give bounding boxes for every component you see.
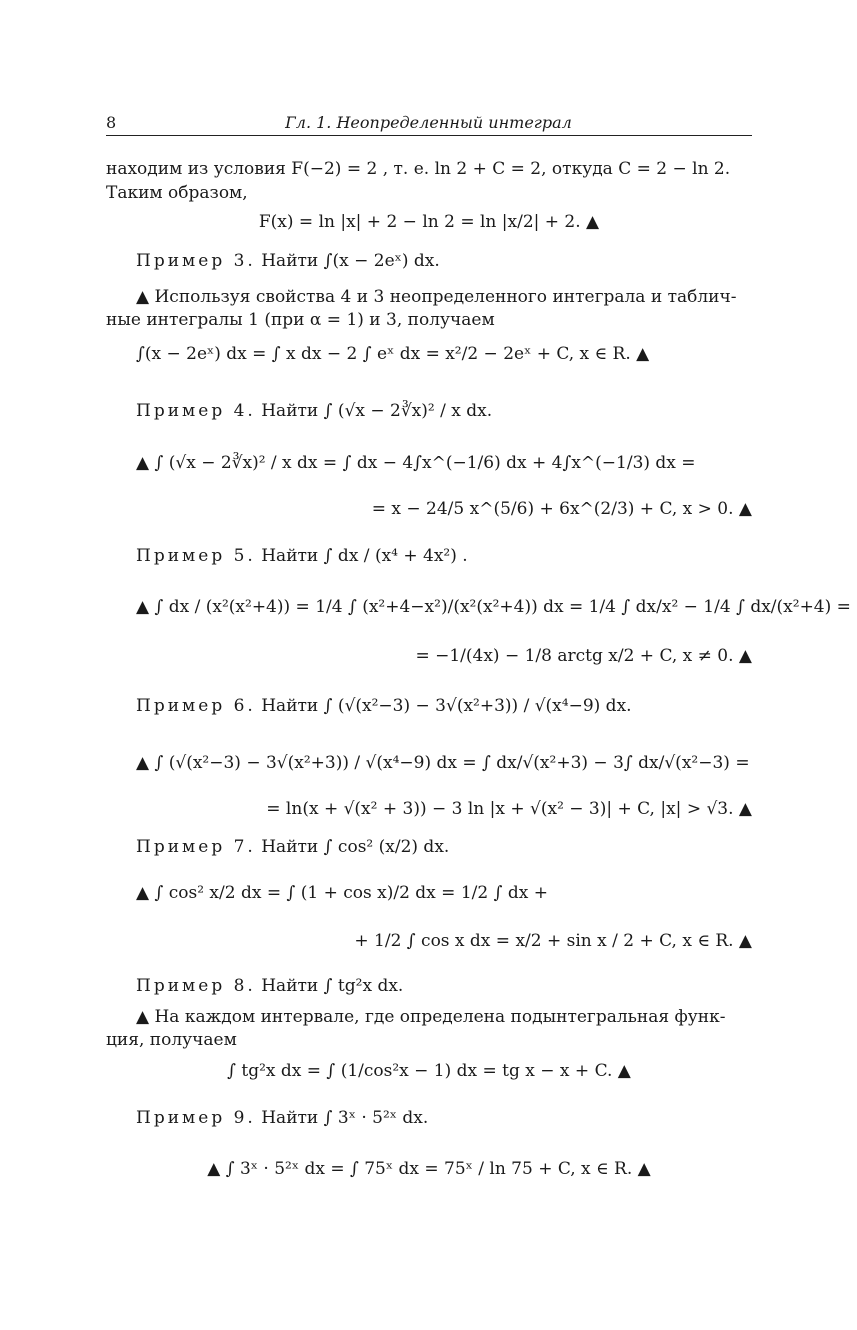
display-equation: ▲ ∫ cos² x/2 dx = ∫ (1 + cos x)/2 dx = 1/2 ∫ dx + — [136, 883, 548, 903]
example-verb: Найти — [261, 696, 319, 716]
example-verb: Найти — [261, 251, 319, 271]
example-verb: Найти — [261, 401, 319, 421]
example-integral: ∫ 3ˣ · 5²ˣ dx. — [323, 1108, 429, 1128]
paragraph-line: ные интегралы 1 (при α = 1) и 3, получаем — [106, 310, 495, 330]
paragraph-line: Таким образом, — [106, 183, 248, 203]
example-verb: Найти — [261, 1108, 319, 1128]
display-equation: F(x) = ln |x| + 2 − ln 2 = ln |x/2| + 2. ▲ — [258, 212, 600, 232]
display-equation: = ln(x + √(x² + 3)) − 3 ln |x + √(x² − 3)| + C, |x| > √3. ▲ — [266, 799, 752, 819]
example-label: Пример 9. — [136, 1108, 256, 1128]
display-equation: ▲ ∫ (√(x²−3) − 3√(x²+3)) / √(x⁴−9) dx = ∫ dx/√(x²+3) − 3∫ dx/√(x²−3) = — [136, 753, 750, 773]
example-label: Пример 6. — [136, 696, 256, 716]
example-heading — [136, 250, 440, 272]
example-label: Пример 4. — [136, 401, 256, 421]
header-rule — [106, 135, 752, 136]
example-heading — [136, 695, 632, 717]
running-title: Гл. 1. Неопределенный интеграл — [285, 113, 572, 132]
page-number: 8 — [106, 113, 117, 132]
example-label: Пример 8. — [136, 976, 256, 996]
example-heading — [136, 975, 403, 997]
example-integral: ∫ (√x − 2∛x)² / x dx. — [323, 401, 493, 421]
display-equation: ▲ ∫ 3ˣ · 5²ˣ dx = ∫ 75ˣ dx = 75ˣ / ln 75 + C, x ∈ R. ▲ — [207, 1159, 651, 1179]
example-integral: ∫ dx / (x⁴ + 4x²) . — [323, 546, 468, 566]
display-equation: = x − 24/5 x^(5/6) + 6x^(2/3) + C, x > 0. ▲ — [371, 499, 752, 519]
example-heading — [136, 400, 492, 422]
example-verb: Найти — [261, 546, 319, 566]
display-equation: + 1/2 ∫ cos x dx = x/2 + sin x / 2 + C, x ∈ R. ▲ — [354, 931, 752, 951]
display-equation: ▲ ∫ dx / (x²(x²+4)) = 1/4 ∫ (x²+4−x²)/(x²(x²+4)) dx = 1/4 ∫ dx/x² − 1/4 ∫ dx/(x²+4) = — [136, 597, 851, 617]
example-verb: Найти — [261, 837, 319, 857]
example-verb: Найти — [261, 976, 319, 996]
example-integral: ∫ (√(x²−3) − 3√(x²+3)) / √(x⁴−9) dx. — [323, 696, 632, 716]
example-heading — [136, 1107, 428, 1129]
example-label: Пример 5. — [136, 546, 256, 566]
paragraph-line: ▲ На каждом интервале, где определена подынтегральная функ- — [136, 1007, 726, 1027]
example-heading — [136, 836, 449, 858]
example-integral: ∫(x − 2eˣ) dx. — [323, 251, 440, 271]
display-equation: ▲ ∫ (√x − 2∛x)² / x dx = ∫ dx − 4∫x^(−1/6) dx + 4∫x^(−1/3) dx = — [136, 453, 696, 473]
display-equation: ∫(x − 2eˣ) dx = ∫ x dx − 2 ∫ eˣ dx = x²/2 − 2eˣ + C, x ∈ R. ▲ — [136, 344, 650, 364]
paragraph-line: находим из условия F(−2) = 2 , т. е. ln 2 + C = 2, откуда C = 2 − ln 2. — [106, 159, 731, 179]
paragraph-line: ция, получаем — [106, 1030, 237, 1050]
example-label: Пример 3. — [136, 251, 256, 271]
display-equation: = −1/(4x) − 1/8 arctg x/2 + C, x ≠ 0. ▲ — [415, 646, 752, 666]
paragraph-line: ▲ Используя свойства 4 и 3 неопределенного интеграла и таблич- — [136, 287, 737, 307]
example-label: Пример 7. — [136, 837, 256, 857]
example-heading — [136, 545, 468, 567]
example-integral: ∫ tg²x dx. — [323, 976, 404, 996]
example-integral: ∫ cos² (x/2) dx. — [323, 837, 450, 857]
display-equation: ∫ tg²x dx = ∫ (1/cos²x − 1) dx = tg x − x + C. ▲ — [227, 1061, 631, 1081]
